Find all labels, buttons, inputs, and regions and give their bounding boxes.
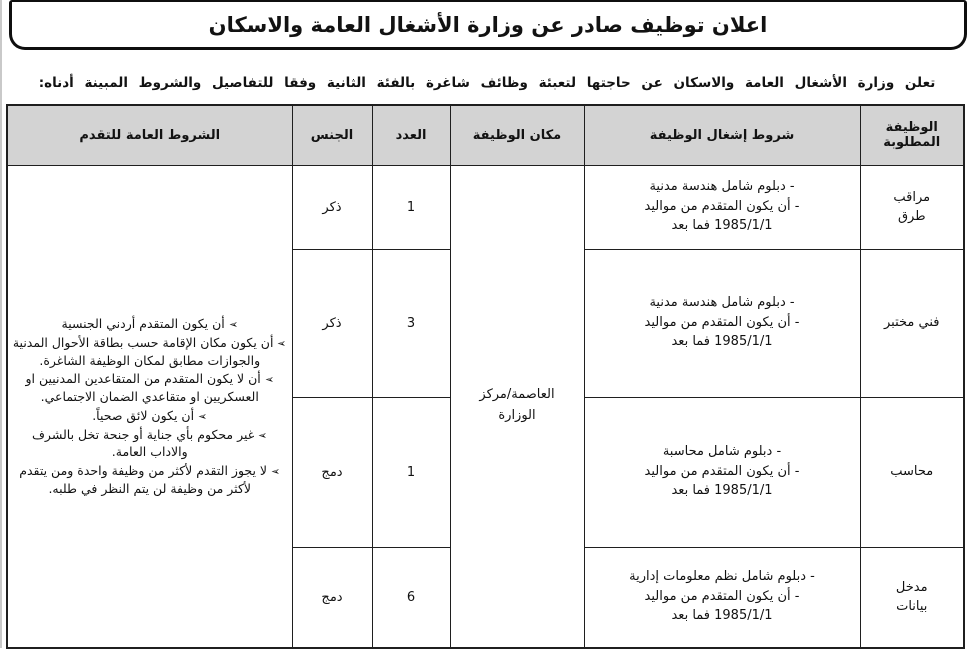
condition-item: ➢لا يجوز التقدم لأكثر من وظيفة واحدة ومن يتقدم لأكثر من وظيفة لن يتم النظر في طلبه. (19, 463, 281, 496)
condition-item: ➢أن لا يكون المتقدم من المتقاعدين المدنيين او العسكريين او متقاعدي الضمان الاجتماعي. (25, 371, 274, 404)
table-header-row (7, 105, 964, 165)
requirement-line: - أن يكون المتقدم من مواليد 1985/1/1 فما بعد (644, 315, 800, 349)
job-title-cell: فني مختبر (860, 249, 964, 397)
page-title: اعلان توظيف صادر عن وزارة الأشغال العامة والاسكان (208, 12, 768, 37)
col-header-general-conditions: الشروط العامة للتقدم (7, 105, 292, 165)
requirement-line: - أن يكون المتقدم من مواليد 1985/1/1 فما بعد (644, 464, 800, 498)
job-requirements-cell (584, 547, 860, 648)
job-count-cell: 1 (372, 397, 450, 547)
requirement-line: - دبلوم شامل نظم معلومات إدارية (629, 569, 815, 585)
col-header-location: مكان الوظيفة (450, 105, 584, 165)
arrow-bullet-icon: ➢ (228, 318, 238, 331)
job-gender-cell: ذكر (292, 249, 372, 397)
requirement-line: - دبلوم شامل محاسبة (662, 444, 782, 460)
col-header-requirements: شروط إشغال الوظيفة (584, 105, 860, 165)
job-count-cell: 1 (372, 165, 450, 249)
arrow-bullet-icon: ➢ (198, 409, 208, 423)
arrow-bullet-icon: ➢ (277, 336, 287, 350)
job-requirements-cell (584, 249, 860, 397)
col-header-gender: الجنس (292, 105, 372, 165)
announcement-title-box (9, 0, 967, 50)
arrow-bullet-icon: ➢ (264, 373, 274, 387)
condition-item: ➢أن يكون المتقدم أردني الجنسية (61, 316, 238, 331)
condition-item: ➢أن يكون لائق صحياً. (92, 407, 208, 423)
arrow-bullet-icon: ➢ (271, 465, 281, 478)
job-gender-cell: دمج (292, 397, 372, 547)
intro-text: تعلن وزارة الأشغال العامة والاسكان عن حاجتها لتعبئة وظائف شاغرة بالفئة الثانية وفقا للتفاصيل والشروط المبينة أدناه: (38, 75, 936, 91)
job-count-cell: 3 (372, 249, 450, 397)
job-requirements-cell (584, 397, 860, 547)
job-title-cell: مراقب طرق (860, 165, 964, 249)
general-conditions-cell (7, 165, 292, 648)
col-header-count: العدد (372, 105, 450, 165)
requirement-line: - دبلوم شامل هندسة مدنية (649, 179, 795, 195)
condition-item: ➢أن يكون مكان الإقامة حسب بطاقة الأحوال المدنية والجوازات مطابق لمكان الوظيفة الشاغرة. (12, 334, 287, 368)
job-title-cell: مدخل بيانات (860, 547, 964, 648)
job-count-cell: 6 (372, 547, 450, 648)
condition-item: ➢غير محكوم بأي جناية أو جنحة تخل بالشرف والاداب العامة. (31, 426, 268, 460)
requirement-line: - أن يكون المتقدم من مواليد 1985/1/1 فما بعد (644, 589, 800, 624)
table-row-road-monitor (7, 165, 964, 249)
requirement-line: - أن يكون المتقدم من مواليد 1985/1/1 فما بعد (644, 199, 800, 233)
job-gender-cell: ذكر (292, 165, 372, 249)
job-location-cell: العاصمة/مركز الوزارة (450, 165, 584, 648)
job-requirements-cell (584, 165, 860, 249)
col-header-job: الوظيفة المطلوبة (860, 105, 964, 165)
arrow-bullet-icon: ➢ (258, 428, 268, 442)
requirement-line: - دبلوم شامل هندسة مدنية (649, 295, 795, 311)
jobs-table (6, 104, 965, 649)
job-title-cell: محاسب (860, 397, 964, 547)
job-gender-cell: دمج (292, 547, 372, 648)
